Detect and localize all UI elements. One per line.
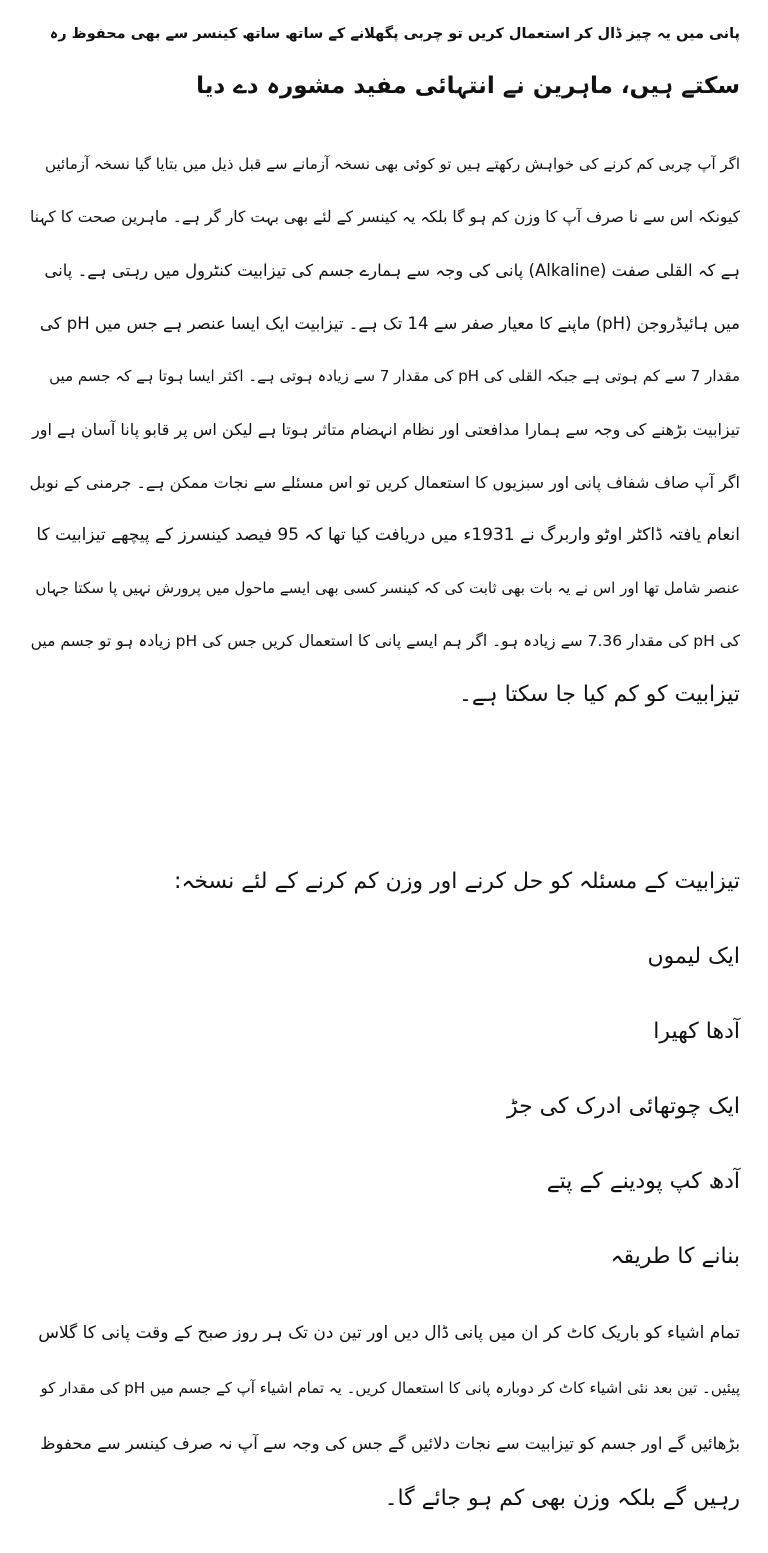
method-body <box>28 1306 740 1526</box>
body-line: عنصر شامل تھا اور اس نے یہ بات بھی ثابت کی کہ کینسر کسی بھی ایسے ماحول میں پرورش نہیں پا سکتا جہاں <box>35 579 740 597</box>
body-line: تیزابیت بڑھنے کی وجہ سے ہمارا مدافعتی اور نظام انہضام متاثر ہوتا ہے لیکن اس پر قابو پانا آسان ہے اور <box>32 420 740 439</box>
article-body <box>28 138 740 721</box>
headline-line: پانی میں یہ چیز ڈال کر استعمال کریں تو چربی پگھلانے کے ساتھ ساتھ کینسر سے بھی محفوظ رہ <box>49 26 740 42</box>
ingredient-item: ایک لیموں <box>647 944 740 969</box>
recipe-heading: تیزابیت کے مسئلہ کو حل کرنے اور وزن کم کرنے کے لئے نسخہ: <box>174 869 740 894</box>
body-line: اگر آپ صاف شفاف پانی اور سبزیوں کا استعمال کریں تو اس مسئلے سے نجات ممکن ہے۔ جرمنی کے نوبل <box>29 473 740 492</box>
body-line: میں ہائیڈروجن (pH) ماپنے کا معیار صفر سے 14 تک ہے۔ تیزابیت ایک ایسا عنصر ہے جس میں pH کی <box>39 314 740 333</box>
body-line: تیزابیت کو کم کیا جا سکتا ہے۔ <box>458 682 740 707</box>
body-line: ہے کہ القلی صفت (Alkaline) پانی کی وجہ سے ہمارے جسم کی تیزابیت کنٹرول میں رہتی ہے۔ پانی <box>44 261 740 280</box>
body-line: مقدار 7 سے کم ہوتی ہے جبکہ القلی کی pH کی مقدار 7 سے زیادہ ہوتی ہے۔ اکثر ایسا ہوتا ہے کہ جسم میں <box>49 367 740 385</box>
body-line: انعام یافتہ ڈاکٹر اوٹو واربرگ نے 1931ء میں دریافت کیا تھا کہ 95 فیصد کینسرز کے پیچھے تیزابیت کا <box>36 525 740 545</box>
body-line: اگر آپ چربی کم کرنے کی خواہش رکھتے ہیں تو کوئی بھی نسخہ آزمانے سے قبل ذیل میں بتایا گیا نسخہ آزمائیں <box>45 155 740 173</box>
ingredient-item: ایک چوتھائی ادرک کی جڑ <box>506 1094 740 1119</box>
method-line: پیئیں۔ تین بعد نئی اشیاء کاٹ کر دوبارہ پانی کا استعمال کریں۔ یہ تمام اشیاء آپ کے جسم میں pH کی مقدار کو <box>40 1379 740 1397</box>
method-line: رہیں گے بلکہ وزن بھی کم ہو جائے گا۔ <box>384 1486 740 1511</box>
body-line: کی pH کی مقدار 7.36 سے زیادہ ہو۔ اگر ہم ایسے پانی کا استعمال کریں جس کی pH زیادہ ہو تو جسم میں <box>30 632 740 650</box>
article-headline <box>28 8 740 112</box>
ingredient-item: آدھ کپ پودینے کے پتے <box>546 1169 740 1194</box>
headline-line: سکتے ہیں، ماہرین نے انتہائی مفید مشورہ دے دیا <box>196 73 740 99</box>
method-heading: بنانے کا طریقہ <box>610 1244 740 1269</box>
ingredient-item: آدھا کھیرا <box>653 1019 740 1044</box>
method-line: تمام اشیاء کو باریک کاٹ کر ان میں پانی ڈال دیں اور تین دن تک ہر روز صبح کے وقت پانی کا گلاس <box>38 1323 740 1343</box>
body-line: کیونکہ اس سے نا صرف آپ کا وزن کم ہو گا بلکہ یہ کینسر کے لئے بھی بہت کار گر ہے۔ ماہرین صحت کا کہنا <box>29 208 740 226</box>
method-line: بڑھائیں گے اور جسم کو تیزابیت سے نجات دلائیں گے جس کی وجہ سے آپ نہ صرف کینسر سے محفوظ <box>40 1434 740 1453</box>
